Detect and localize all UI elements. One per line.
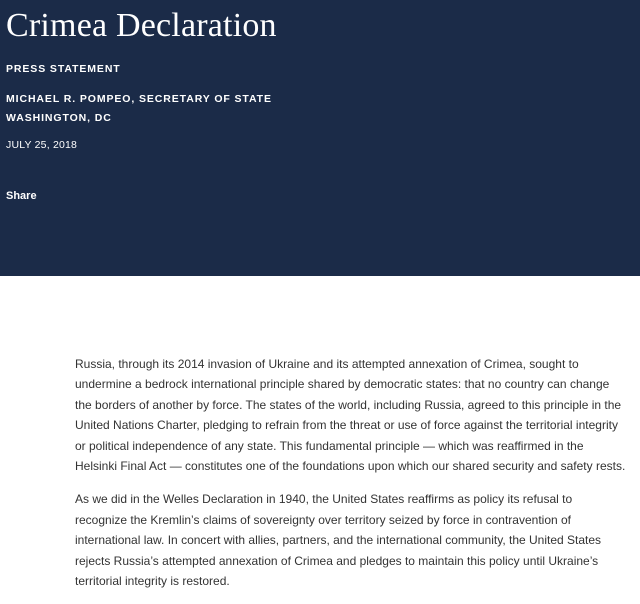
statement-location: WASHINGTON, DC	[6, 112, 112, 124]
article-body	[75, 354, 627, 604]
share-button[interactable]: Share	[6, 190, 37, 202]
statement-type: PRESS STATEMENT	[6, 63, 121, 75]
page-header	[0, 0, 640, 276]
statement-author: MICHAEL R. POMPEO, SECRETARY OF STATE	[6, 93, 272, 105]
article-paragraph: As we did in the Welles Declaration in 1940, the United States reaffirms as policy its refusal to recognize the Kremlin’s claims of sovereignty over territory seized by force in contravention of international law. In concert with allies, partners, and the international community, the United States rejects Russia’s attempted annexation of Crimea and pledges to maintain this policy until Ukraine’s territorial integrity is restored.	[75, 492, 602, 589]
statement-date: JULY 25, 2018	[6, 139, 78, 151]
article-paragraph: Russia, through its 2014 invasion of Ukraine and its attempted annexation of Crimea, sought to undermine a bedrock international principle shared by democratic states: that no country can change the borders of another by force. The states of the world, including Russia, agreed to this principle in the United Nations Charter, pledging to refrain from the threat or use of force against the territorial integrity or political independence of any state. This fundamental principle — which was reaffirmed in the Helsinki Final Act — constitutes one of the foundations upon which our shared security and safety rests.	[75, 357, 626, 474]
page-title: Crimea Declaration	[6, 7, 277, 44]
